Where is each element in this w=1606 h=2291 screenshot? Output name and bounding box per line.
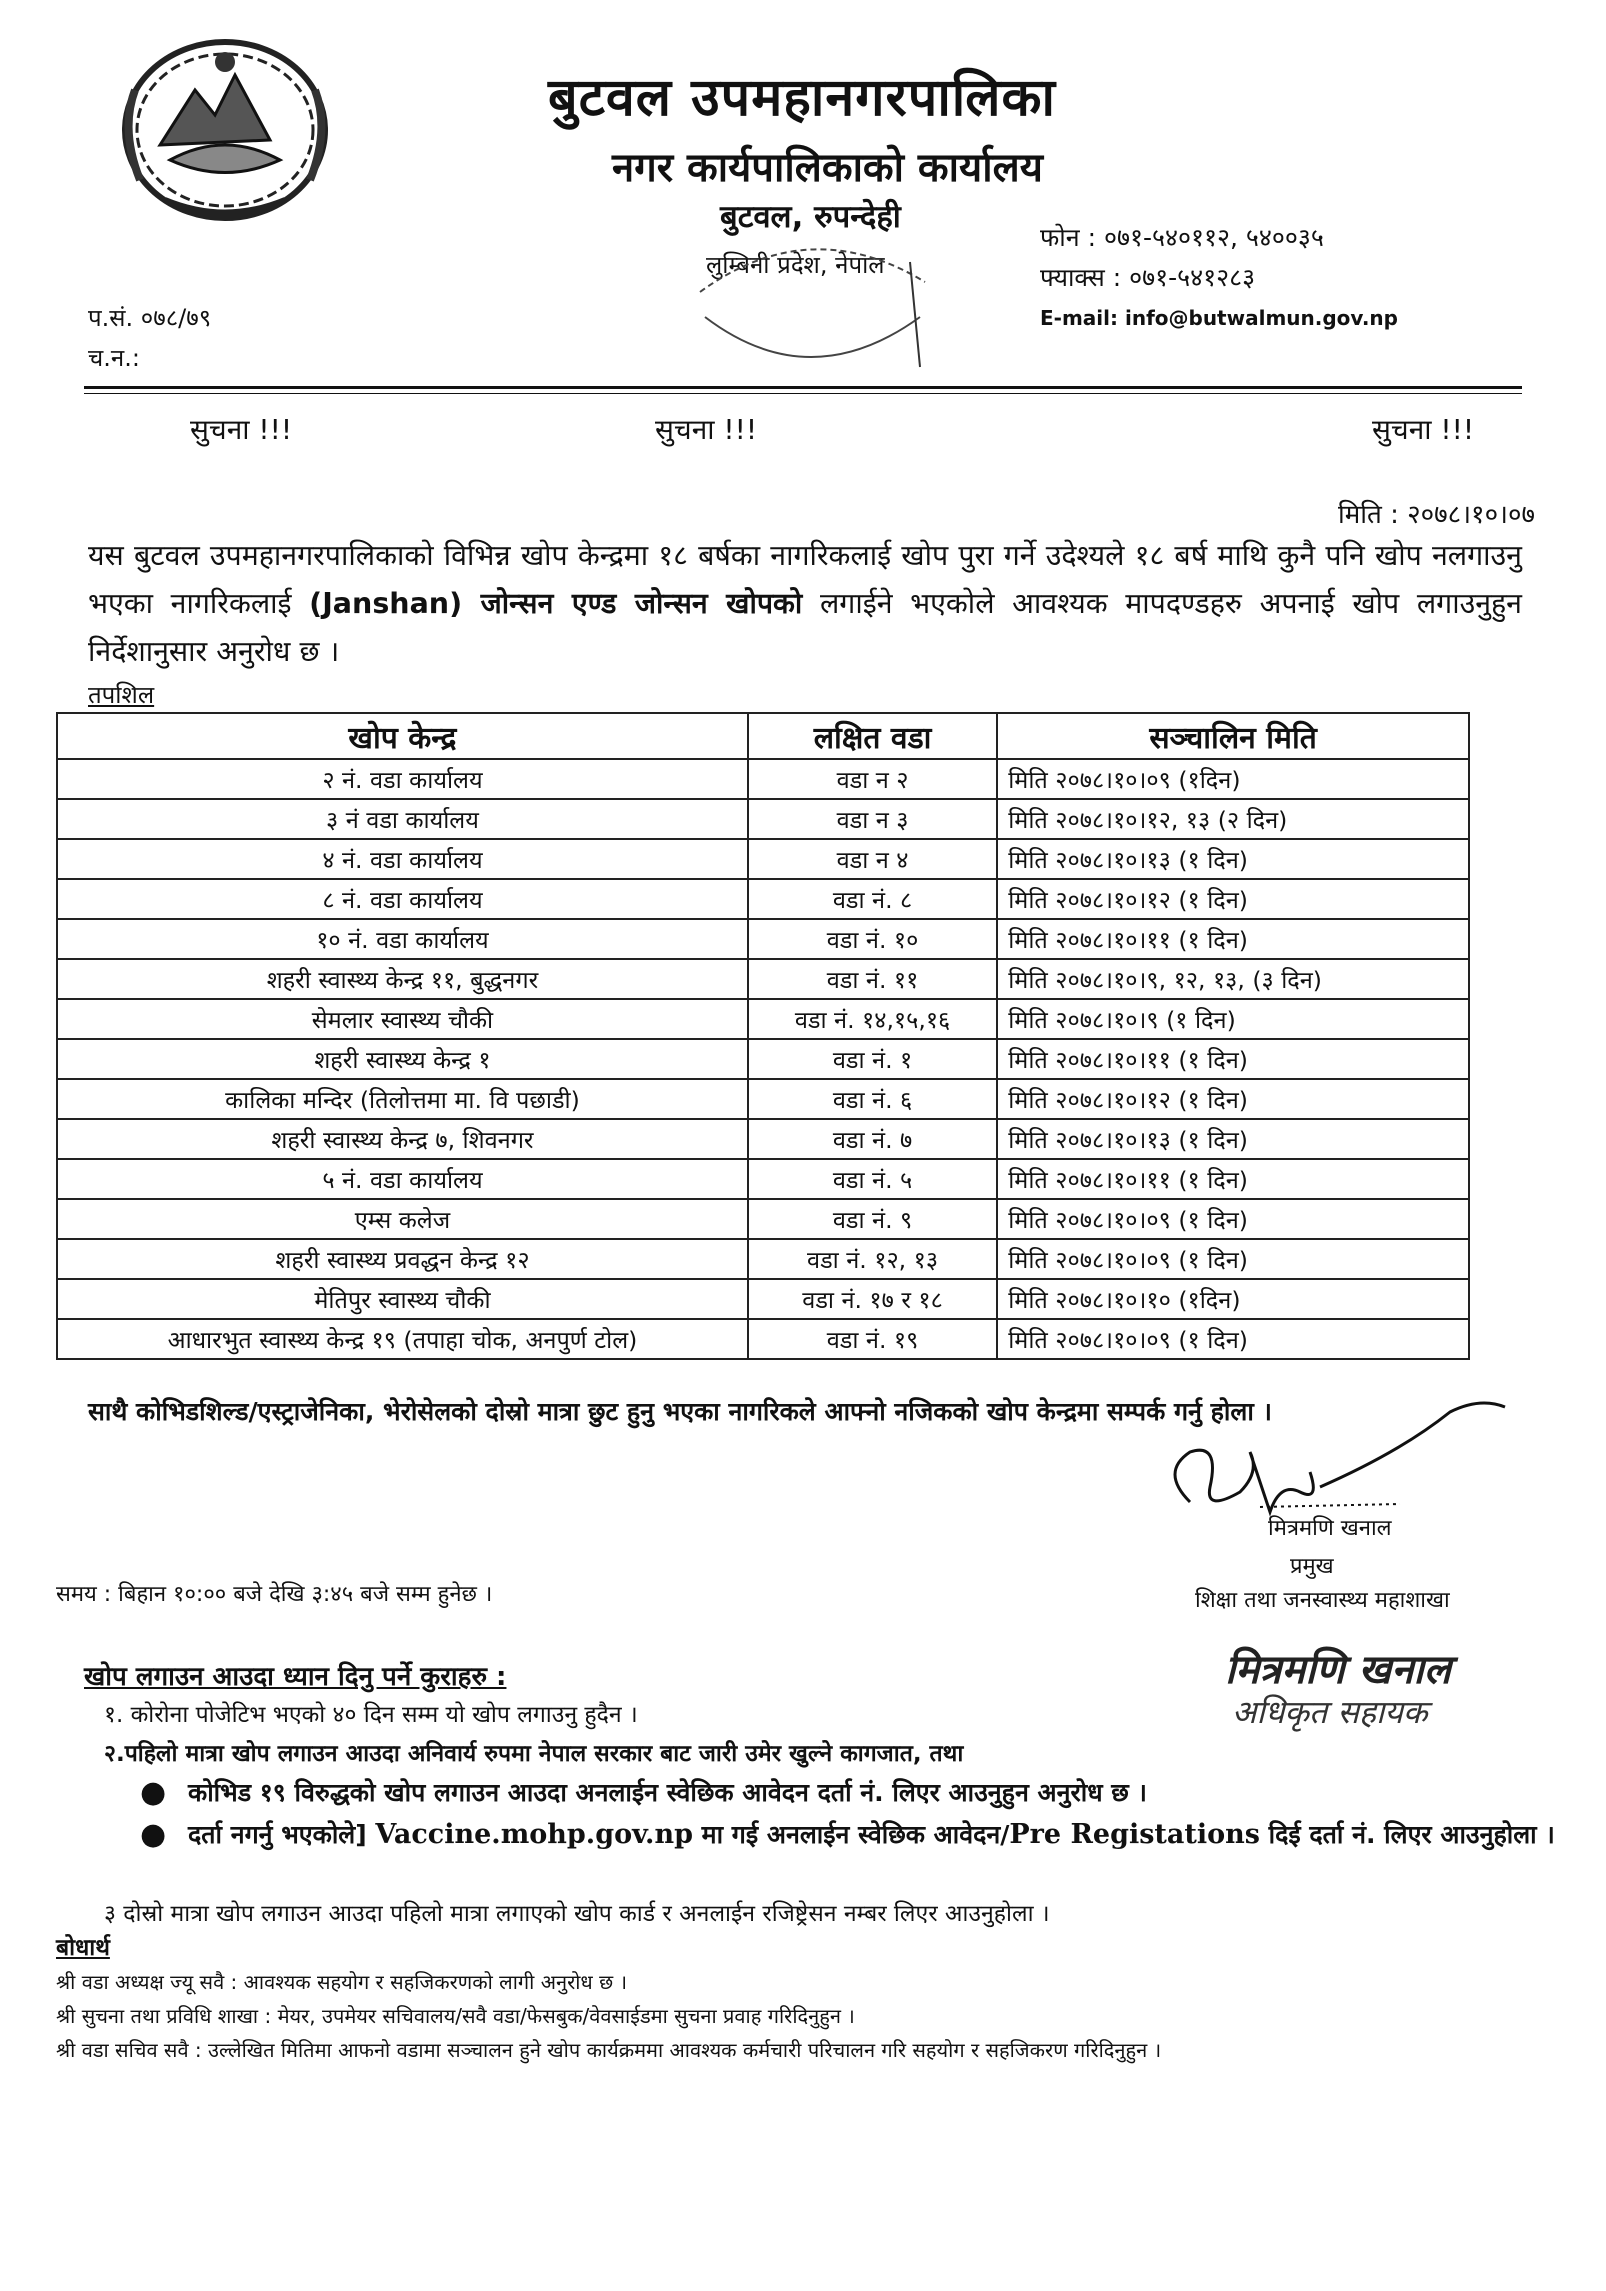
cell-date: मिति २०७८।१०।१२ (१ दिन) bbox=[997, 1079, 1469, 1119]
table-row bbox=[57, 1119, 1469, 1159]
registration-url: Vaccine.mohp.gov.np bbox=[375, 1819, 693, 1850]
pre-registration-label: Pre Registations bbox=[1009, 1819, 1260, 1850]
notice-label-right: सुचना !!! bbox=[1372, 413, 1475, 446]
cell-ward: वडा नं. ६ bbox=[748, 1079, 997, 1119]
cell-date: मिति २०७८।१०।०९ (१ दिन) bbox=[997, 1239, 1469, 1279]
cell-ward: वडा नं. ८ bbox=[748, 879, 997, 919]
cell-center: शहरी स्वास्थ्य प्रवद्धन केन्द्र १२ bbox=[57, 1239, 748, 1279]
name-stamp: मित्रमणि खनाल bbox=[1225, 1647, 1451, 1693]
cell-center: ३ नं वडा कार्यालय bbox=[57, 799, 748, 839]
bullet-icon: ● bbox=[140, 1817, 167, 1852]
table-row bbox=[57, 839, 1469, 879]
cell-ward: वडा न ४ bbox=[748, 839, 997, 879]
cell-center: ८ नं. वडा कार्यालय bbox=[57, 879, 748, 919]
intro-vaccine-name: (Janshan) जोन्सन एण्ड जोन्सन खोपको bbox=[309, 587, 803, 620]
cell-center: शहरी स्वास्थ्य केन्द्र ७, शिवनगर bbox=[57, 1119, 748, 1159]
dispatch-number: च.न.: bbox=[88, 344, 140, 372]
cell-center: २ नं. वडा कार्यालय bbox=[57, 759, 748, 799]
time-line: समय : बिहान १०:०० बजे देखि ३:४५ बजे सम्म हुनेछ । bbox=[56, 1582, 493, 1607]
title-stamp: अधिकृत सहायक bbox=[1232, 1693, 1428, 1731]
intro-text-2: लगाईने भएकोले आवश्यक मापदण्डहरु अपनाई खोप लगाउनुहुन निर्देशानुसार अनुरोध छ । bbox=[88, 587, 1522, 668]
city-line: बुटवल, रुपन्देही bbox=[720, 199, 901, 235]
cell-date: मिति २०७८।१०।१३ (१ दिन) bbox=[997, 1119, 1469, 1159]
cell-center: शहरी स्वास्थ्य केन्द्र ११, बुद्धनगर bbox=[57, 959, 748, 999]
table-row bbox=[57, 959, 1469, 999]
bullet2-suffix: दिई दर्ता नं. लिएर आउनुहोला । bbox=[1259, 1820, 1555, 1849]
cc-item-3: श्री वडा सचिव सवै : उल्लेखित मितिमा आफनो वडामा सञ्चालन हुने खोप कार्यक्रममा आवश्यक कर्मचारी परिचालन गरि सहयोग र सहजिकरण गरिदिनुहुन । bbox=[56, 2038, 1162, 2062]
table-row bbox=[57, 879, 1469, 919]
table-header-row bbox=[57, 713, 1469, 759]
cell-date: मिति २०७८।१०।९, १२, १३, (३ दिन) bbox=[997, 959, 1469, 999]
signatory-role: प्रमुख bbox=[1290, 1554, 1334, 1579]
phone-line: फोन : ०७१-५४०११२, ५४००३५ bbox=[1040, 223, 1324, 252]
cell-date: मिति २०७८।१०।०९ (१ दिन) bbox=[997, 1319, 1469, 1359]
notice-label-left: सुचना !!! bbox=[190, 413, 293, 446]
table-row bbox=[57, 999, 1469, 1039]
column-header-center: खोप केन्द्र bbox=[57, 713, 748, 759]
cell-date: मिति २०७८।१०।१२, १३ (२ दिन) bbox=[997, 799, 1469, 839]
province-line: लुम्बिनी प्रदेश, नेपाल bbox=[706, 251, 885, 279]
org-title: बुटवल उपमहानगरपालिका bbox=[548, 68, 1056, 128]
nepal-emblem-icon bbox=[110, 30, 340, 230]
cell-date: मिति २०७८।१०।९ (१ दिन) bbox=[997, 999, 1469, 1039]
cell-ward: वडा नं. १ bbox=[748, 1039, 997, 1079]
cell-ward: वडा नं. ११ bbox=[748, 959, 997, 999]
table-row bbox=[57, 1319, 1469, 1359]
office-title: नगर कार्यपालिकाको कार्यालय bbox=[612, 145, 1043, 191]
cell-center: सेमलार स्वास्थ्य चौकी bbox=[57, 999, 748, 1039]
column-header-date: सञ्चालिन मिति bbox=[997, 713, 1469, 759]
bullet-icon: ● bbox=[140, 1775, 167, 1810]
signatory-department: शिक्षा तथा जनस्वास्थ्य महाशाखा bbox=[1195, 1588, 1450, 1613]
vaccination-schedule-table bbox=[56, 712, 1470, 1360]
cell-ward: वडा नं. ७ bbox=[748, 1119, 997, 1159]
table-row bbox=[57, 1199, 1469, 1239]
cell-date: मिति २०७८।१०।११ (१ दिन) bbox=[997, 1159, 1469, 1199]
table-row bbox=[57, 759, 1469, 799]
reference-block bbox=[88, 298, 211, 378]
cc-item-2: श्री सुचना तथा प्रविधि शाखा : मेयर, उपमेयर सचिवालय/सवै वडा/फेसबुक/वेवसाईडमा सुचना प्रवाह गरिदिनुहुन । bbox=[56, 2004, 855, 2028]
cell-date: मिति २०७८।१०।११ (१ दिन) bbox=[997, 1039, 1469, 1079]
intro-text-1: यस बुटवल उपमहानगरपालिकाको विभिन्न खोप केन्द्रमा १८ बर्षका नागरिकलाई खोप पुरा गर्ने उदेश्यले १८ बर्ष माथि कुनै पनि खोप नलगाउनु भएका नागरिकलाई bbox=[88, 539, 1522, 620]
cell-ward: वडा न ३ bbox=[748, 799, 997, 839]
notice-label-center: सुचना !!! bbox=[655, 413, 758, 446]
notes-heading: खोप लगाउन आउदा ध्यान दिनु पर्ने कुराहरु : bbox=[84, 1662, 507, 1692]
office-seal-icon bbox=[680, 222, 940, 382]
cell-ward: वडा नं. ५ bbox=[748, 1159, 997, 1199]
table-row bbox=[57, 919, 1469, 959]
cell-center: मेतिपुर स्वास्थ्य चौकी bbox=[57, 1279, 748, 1319]
cell-center: ४ नं. वडा कार्यालय bbox=[57, 839, 748, 879]
bullet2-middle: मा गई अनलाईन स्वेछिक आवेदन/ bbox=[692, 1820, 1010, 1849]
cell-center: ५ नं. वडा कार्यालय bbox=[57, 1159, 748, 1199]
note-item-3: ३ दोस्रो मात्रा खोप लगाउन आउदा पहिलो मात्रा लगाएको खोप कार्ड र अनलाईन रजिष्ट्रेसन नम्बर लिएर आउनुहोला । bbox=[104, 1901, 1050, 1927]
bullet-text-1: कोभिड १९ विरुद्धको खोप लगाउन आउदा अनलाईन स्वेछिक आवेदन दर्ता नं. लिएर आउनुहुन अनुरोध छ । bbox=[188, 1778, 1147, 1807]
second-dose-note: साथै कोभिडशिल्ड/एस्ट्राजेनिका, भेरोसेलको दोस्रो मात्रा छुट हुनु भएका नागरिकले आफ्नो नजिकको खोप केन्द्रमा सम्पर्क गर्नु होला । bbox=[88, 1397, 1272, 1426]
cc-heading: बोधार्थ bbox=[56, 1935, 110, 1961]
cell-center: आधारभुत स्वास्थ्य केन्द्र १९ (तपाहा चोक, अनपुर्ण टोल) bbox=[57, 1319, 748, 1359]
intro-paragraph bbox=[88, 532, 1522, 676]
cell-ward: वडा नं. १४,१५,१६ bbox=[748, 999, 997, 1039]
table-row bbox=[57, 1239, 1469, 1279]
table-row bbox=[57, 1279, 1469, 1319]
signatory-name: मित्रमणि खनाल bbox=[1268, 1516, 1392, 1541]
fax-line: फ्याक्स : ०७१-५४१२८३ bbox=[1040, 263, 1256, 292]
cell-ward: वडा नं. १२, १३ bbox=[748, 1239, 997, 1279]
header-divider-thin bbox=[84, 393, 1522, 394]
note-item-2: २.पहिलो मात्रा खोप लगाउन आउदा अनिवार्य रुपमा नेपाल सरकार बाट जारी उमेर खुल्ने कागजात, तथा bbox=[104, 1741, 964, 1767]
cell-date: मिति २०७८।१०।१० (१दिन) bbox=[997, 1279, 1469, 1319]
email-line: E-mail: info@butwalmun.gov.np bbox=[1040, 306, 1398, 330]
notice-date: मिति : २०७८।१०।०७ bbox=[1338, 500, 1535, 530]
table-row bbox=[57, 1039, 1469, 1079]
cell-center: १० नं. वडा कार्यालय bbox=[57, 919, 748, 959]
note-item-1: १. कोरोना पोजेटिभ भएको ४० दिन सम्म यो खोप लगाउनु हुदैन । bbox=[104, 1702, 638, 1728]
cell-date: मिति २०७८।१०।११ (१ दिन) bbox=[997, 919, 1469, 959]
cell-date: मिति २०७८।१०।१२ (१ दिन) bbox=[997, 879, 1469, 919]
cell-date: मिति २०७८।१०।०९ (१ दिन) bbox=[997, 1199, 1469, 1239]
details-heading: तपशिल bbox=[88, 681, 155, 709]
cell-date: मिति २०७८।१०।१३ (१ दिन) bbox=[997, 839, 1469, 879]
cell-ward: वडा नं. १० bbox=[748, 919, 997, 959]
cell-center: कालिका मन्दिर (तिलोत्तमा मा. वि पछाडी) bbox=[57, 1079, 748, 1119]
column-header-ward: लक्षित वडा bbox=[748, 713, 997, 759]
cell-center: एम्स कलेज bbox=[57, 1199, 748, 1239]
cell-ward: वडा नं. १७ र १८ bbox=[748, 1279, 997, 1319]
bullet-text-2 bbox=[188, 1814, 1568, 1856]
header-divider bbox=[84, 386, 1522, 389]
bullet2-prefix: दर्ता नगर्नु भएकोले] bbox=[188, 1820, 376, 1849]
contact-block bbox=[1040, 218, 1398, 338]
table-row bbox=[57, 1079, 1469, 1119]
cell-ward: वडा नं. १९ bbox=[748, 1319, 997, 1359]
cell-ward: वडा न २ bbox=[748, 759, 997, 799]
ref-number: प.सं. ०७८/७९ bbox=[88, 304, 212, 332]
table-row bbox=[57, 1159, 1469, 1199]
cell-date: मिति २०७८।१०।०९ (१दिन) bbox=[997, 759, 1469, 799]
cell-center: शहरी स्वास्थ्य केन्द्र १ bbox=[57, 1039, 748, 1079]
cc-item-1: श्री वडा अध्यक्ष ज्यू सवै : आवश्यक सहयोग र सहजिकरणको लागी अनुरोध छ । bbox=[56, 1970, 628, 1994]
table-row bbox=[57, 799, 1469, 839]
cell-ward: वडा नं. ९ bbox=[748, 1199, 997, 1239]
